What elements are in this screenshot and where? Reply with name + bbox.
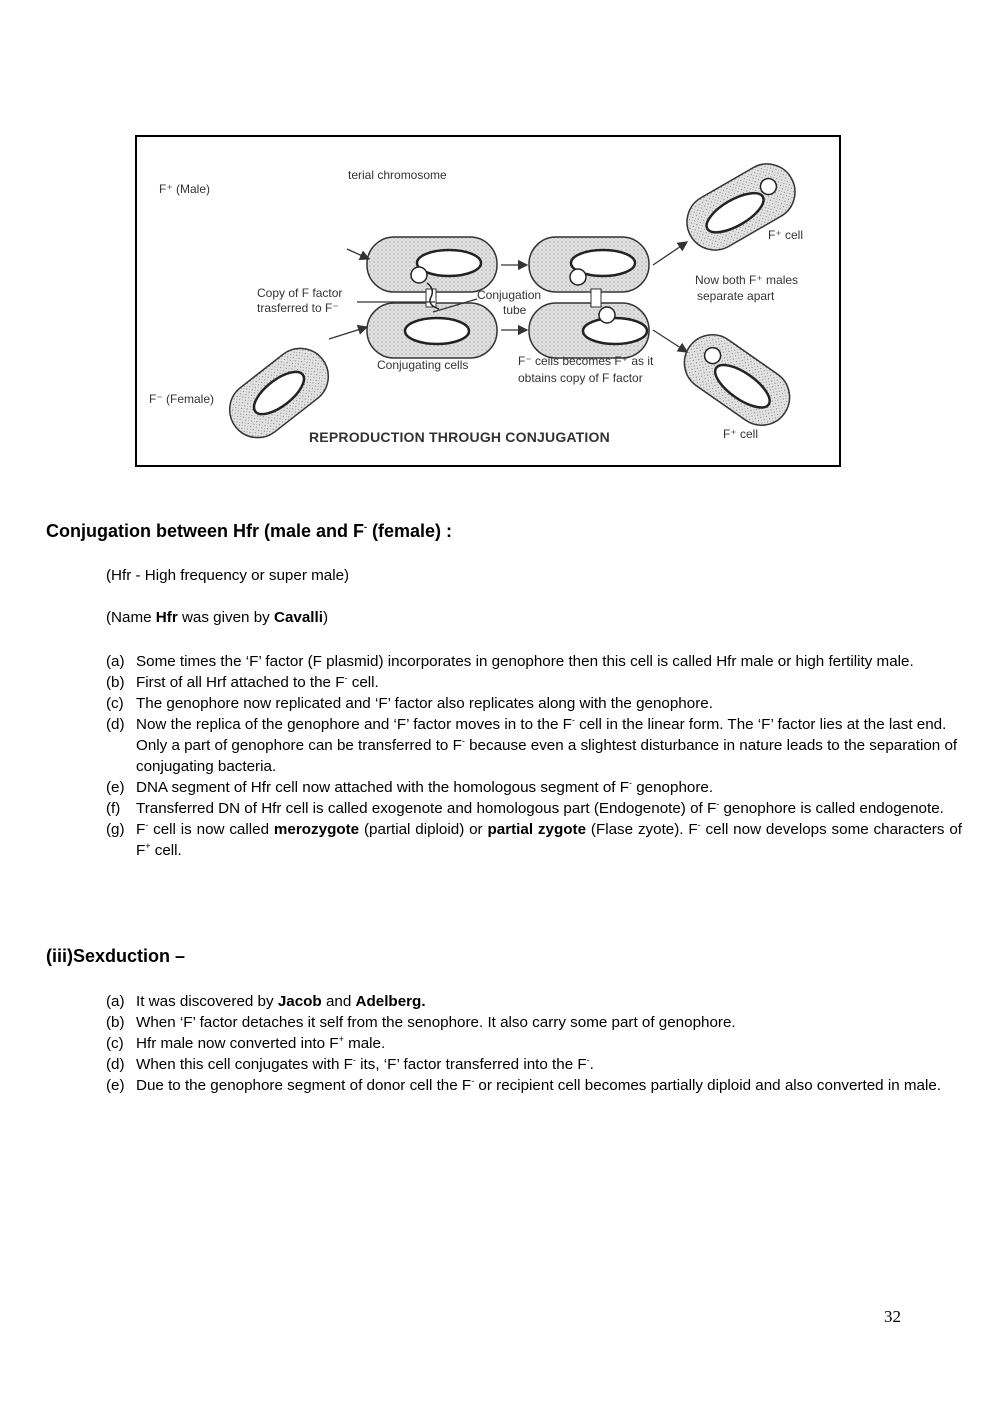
label-female: F⁻ (Female) bbox=[149, 392, 215, 406]
label-tube-1: Conjugation bbox=[477, 288, 542, 302]
list-item: (g) F- cell is now called merozygote (partial diploid) or partial zygote (Flase zyote). F- cell now develops some characters of F+ cell. bbox=[106, 819, 962, 859]
list-item: (b) First of all Hrf attached to the F- cell. bbox=[106, 672, 379, 691]
list-item: (b) When ‘F’ factor detaches it self from the senophore. It also carry some part of genophore. bbox=[106, 1014, 736, 1031]
page-number: 32 bbox=[884, 1307, 901, 1326]
conjugation-diagram bbox=[137, 137, 839, 465]
list-item: (c) The genophore now replicated and ‘F’ factor also replicates along with the genophore. bbox=[106, 695, 713, 712]
label-cell-bottom: F⁺ cell bbox=[723, 427, 759, 441]
list-item: (d) Now the replica of the genophore and ‘F’ factor moves in to the F- cell in the linear form. The ‘F’ factor lies at the last end. Only a part of genophore can be transferred to F- because even a slightest disturbance in nature leads to the separation of conjugating bacteria. bbox=[106, 714, 962, 777]
label-copy-1: Copy of F factor bbox=[257, 286, 343, 300]
conjugation-figure bbox=[135, 135, 841, 467]
label-becomes-2: obtains copy of F factor bbox=[518, 371, 643, 385]
sexduction-steps-list bbox=[106, 991, 962, 1096]
label-chromosome: terial chromosome bbox=[348, 168, 447, 182]
hfr-steps-list bbox=[106, 651, 962, 861]
conjugating-pair-right bbox=[529, 237, 649, 358]
list-item: (a) It was discovered by Jacob and Adelberg. bbox=[106, 993, 426, 1010]
list-item: (c) Hfr male now converted into F+ male. bbox=[106, 1033, 386, 1052]
label-cell-top: F⁺ cell bbox=[768, 228, 804, 242]
figure-caption: REPRODUCTION THROUGH CONJUGATION bbox=[309, 429, 610, 445]
hfr-named-by: (Name Hfr was given by Cavalli) bbox=[106, 609, 329, 626]
hfr-note: Only a part of genophore can be transferred to F- because even a slightest disturbance in nature leads to the separation of conjugating bacteria. bbox=[136, 735, 958, 775]
label-separate-1: Now both F⁺ males bbox=[695, 273, 799, 287]
list-item: (e) DNA segment of Hfr cell now attached with the homologous segment of F- genophore. bbox=[106, 777, 714, 796]
label-tube-2: tube bbox=[503, 303, 527, 317]
sexduction-heading: (iii)Sexduction – bbox=[46, 946, 186, 966]
label-male: F⁺ (Male) bbox=[159, 182, 210, 196]
list-item: (a) Some times the ‘F’ factor (F plasmid) incorporates in genophore then this cell is called Hfr male or high fertility male. bbox=[106, 653, 914, 670]
list-item: (e) Due to the genophore segment of donor cell the F- or recipient cell becomes partially diploid and also converted in male. bbox=[106, 1075, 942, 1094]
label-becomes-1: F⁻ cells becomes F⁺ as it bbox=[518, 354, 654, 368]
label-conjugating-cells: Conjugating cells bbox=[377, 358, 469, 372]
hfr-definition: (Hfr - High frequency or super male) bbox=[106, 567, 350, 584]
separated-cell-bottom bbox=[673, 324, 800, 436]
hfr-heading: Conjugation between Hfr (male and F- (female) : bbox=[46, 521, 453, 541]
label-separate-2: separate apart bbox=[697, 289, 775, 303]
list-item: (f) Transferred DN of Hfr cell is called exogenote and homologous part (Endogenote) of F- genophore is called endogenote. bbox=[106, 798, 944, 817]
separated-cell-top bbox=[677, 154, 805, 260]
list-item: (d) When this cell conjugates with F- its, ‘F’ factor transferred into the F-. bbox=[106, 1054, 594, 1073]
label-copy-2: trasferred to F⁻ bbox=[257, 301, 339, 315]
